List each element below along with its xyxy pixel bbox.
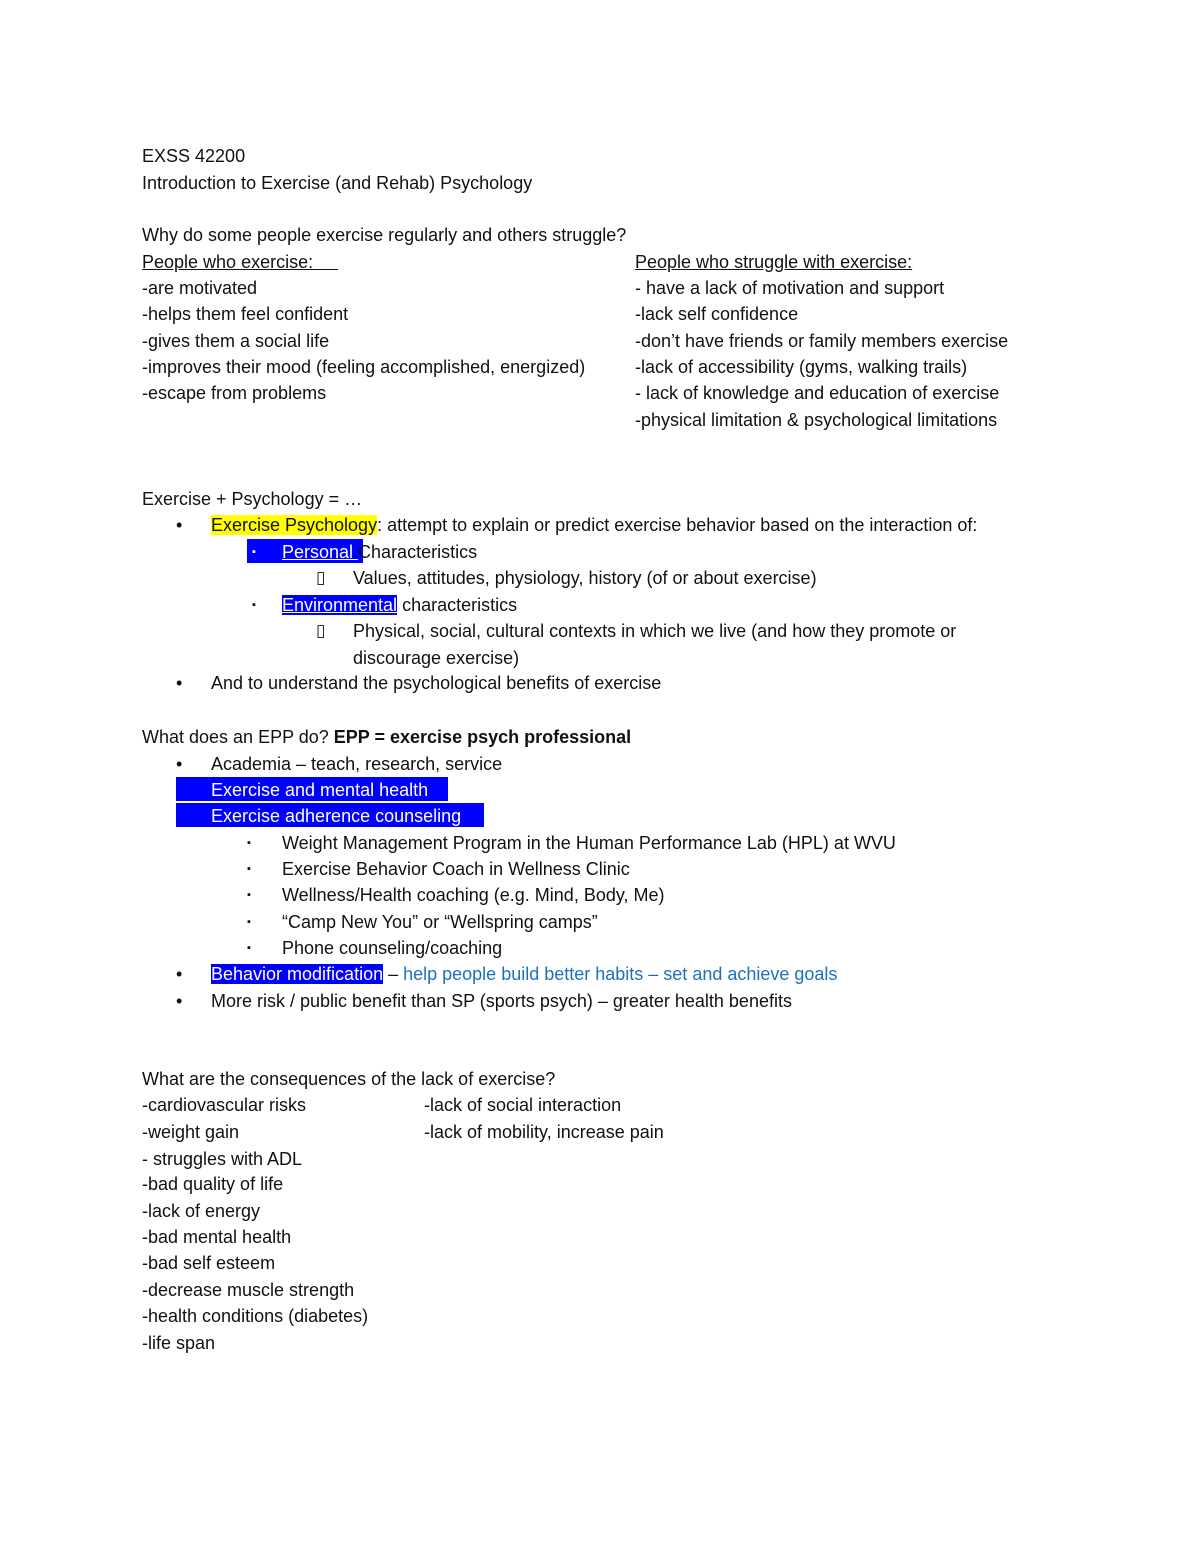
left-item: -helps them feel confident <box>142 304 349 324</box>
right-item: -lack of accessibility (gyms, walking trails) <box>635 357 968 377</box>
box-bullet: ▯ <box>316 568 326 587</box>
square-bullet: ▪ <box>247 863 251 875</box>
square-bullet: ▪ <box>252 546 256 558</box>
sub-environmental-detail: Physical, social, cultural contexts in which we live (and how they promote or <box>353 621 957 641</box>
consequence-item: -lack of social interaction <box>424 1095 622 1115</box>
right-item: -don’t have friends or family members exercise <box>635 331 1009 351</box>
consequence-item: -life span <box>142 1333 216 1353</box>
square-bullet: ▪ <box>247 837 251 849</box>
bullet-behavior-modification: Behavior modification – help people build better habits – set and achieve goals <box>211 964 838 984</box>
question-epp: What does an EPP do? EPP = exercise psych professional <box>142 727 632 747</box>
consequence-item: -cardiovascular risks <box>142 1095 307 1115</box>
left-item: -escape from problems <box>142 383 327 403</box>
consequence-item: -health conditions (diabetes) <box>142 1306 369 1326</box>
bullet-more-risk: More risk / public benefit than SP (sports psych) – greater health benefits <box>211 991 792 1011</box>
bullet-academia: Academia – teach, research, service <box>211 754 503 774</box>
bullet-marker: • <box>176 806 183 826</box>
sub-personal-detail: Values, attitudes, physiology, history (of or about exercise) <box>353 568 817 588</box>
bullet-adherence: Exercise adherence counseling <box>211 806 462 826</box>
left-item: -improves their mood (feeling accomplished, energized) <box>142 357 586 377</box>
sub-environmental-detail: discourage exercise) <box>353 648 520 668</box>
question-consequences: What are the consequences of the lack of exercise? <box>142 1069 556 1089</box>
sub-item: Wellness/Health coaching (e.g. Mind, Body, Me) <box>282 885 665 905</box>
bullet-marker: • <box>176 964 183 984</box>
consequence-item: -bad mental health <box>142 1227 292 1247</box>
sub-item: “Camp New You” or “Wellspring camps” <box>282 912 598 932</box>
course-title: Introduction to Exercise (and Rehab) Psychology <box>142 173 533 193</box>
sub-item: Weight Management Program in the Human Performance Lab (HPL) at WVU <box>282 833 896 853</box>
bullet-mental-health: Exercise and mental health <box>211 780 429 800</box>
square-bullet: ▪ <box>247 916 251 928</box>
bullet-exercise-psychology: Exercise Psychology: attempt to explain or predict exercise behavior based on the interaction of: <box>211 515 978 535</box>
square-bullet: ▪ <box>247 942 251 954</box>
bullet-marker: • <box>176 673 183 693</box>
square-bullet: ▪ <box>252 599 256 611</box>
consequence-item: -lack of energy <box>142 1201 261 1221</box>
question-why-exercise: Why do some people exercise regularly and others struggle? <box>142 225 627 245</box>
right-item: -physical limitation & psychological limitations <box>635 410 998 430</box>
sub-personal: Personal Characteristics <box>282 542 478 562</box>
consequence-item: -bad quality of life <box>142 1174 284 1194</box>
bullet-marker: • <box>176 780 183 800</box>
bullet-psych-benefits: And to understand the psychological benefits of exercise <box>211 673 662 693</box>
consequence-item: -lack of mobility, increase pain <box>424 1122 664 1142</box>
left-item: -are motivated <box>142 278 258 298</box>
left-heading: People who exercise: <box>142 252 314 272</box>
square-bullet: ▪ <box>247 889 251 901</box>
right-item: - lack of knowledge and education of exercise <box>635 383 1000 403</box>
right-item: -lack self confidence <box>635 304 799 324</box>
course-code: EXSS 42200 <box>142 146 246 166</box>
consequence-item: -bad self esteem <box>142 1253 276 1273</box>
left-item: -gives them a social life <box>142 331 330 351</box>
sub-item: Exercise Behavior Coach in Wellness Clinic <box>282 859 630 879</box>
consequence-item: -weight gain <box>142 1122 240 1142</box>
consequence-item: -decrease muscle strength <box>142 1280 355 1300</box>
right-heading: People who struggle with exercise: <box>635 252 913 272</box>
sub-item: Phone counseling/coaching <box>282 938 503 958</box>
bullet-marker: • <box>176 754 183 774</box>
consequence-item: - struggles with ADL <box>142 1149 303 1169</box>
bullet-marker: • <box>176 515 183 535</box>
right-item: - have a lack of motivation and support <box>635 278 945 298</box>
sub-environmental: Environmental characteristics <box>282 595 518 615</box>
box-bullet: ▯ <box>316 621 326 640</box>
bullet-marker: • <box>176 991 183 1011</box>
exercise-psychology-heading: Exercise + Psychology = … <box>142 489 363 509</box>
highlight-term: Exercise Psychology <box>211 515 378 535</box>
